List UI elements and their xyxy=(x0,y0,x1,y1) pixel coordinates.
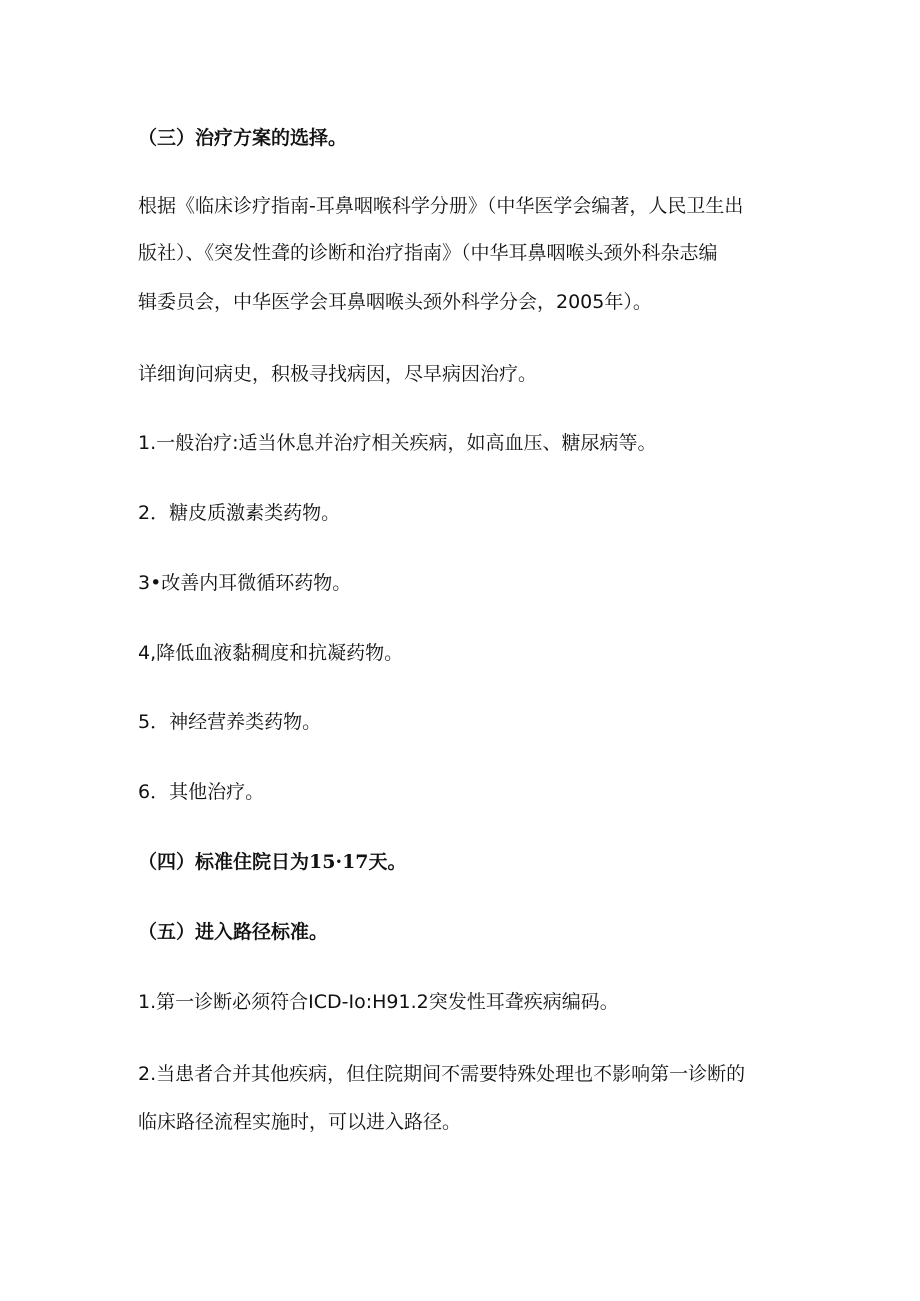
history-paragraph: 详细询问病史，积极寻找病因，尽早病因治疗。 xyxy=(138,363,538,385)
section-5-heading: （五）进入路径标准。 xyxy=(138,921,329,943)
basis-line-2: 版社）、《突发性聋的诊断和治疗指南》（中华耳鼻咽喉头颈外科杂志编 xyxy=(138,242,718,264)
section-4-heading-prefix: （四）标准住院日为 xyxy=(138,851,310,873)
entry-criteria-item-2-line-1: 2.当患者合并其他疾病，但住院期间不需要特殊处理也不影响第一诊断的 xyxy=(138,1063,746,1085)
basis-line-3: 辑委员会，中华医学会耳鼻咽喉头颈外科学分会，2005年）。 xyxy=(138,291,652,313)
treatment-item-4: 4,降低血液黏稠度和抗凝药物。 xyxy=(138,642,404,664)
basis-line-1: 根据《临床诊疗指南-耳鼻咽喉科学分册》（中华医学会编著，人民卫生出 xyxy=(138,195,744,217)
section-4-heading-days: 15·17 xyxy=(309,851,369,873)
section-4-heading-suffix: 天。 xyxy=(368,851,407,873)
entry-criteria-item-2-line-2: 临床路径流程实施时，可以进入路径。 xyxy=(138,1111,462,1133)
treatment-item-2: 2．糖皮质激素类药物。 xyxy=(138,502,341,524)
treatment-item-3: 3•改善内耳微循环药物。 xyxy=(138,572,352,594)
section-3-heading: （三）治疗方案的选择。 xyxy=(138,127,348,149)
section-4-heading xyxy=(138,850,407,874)
treatment-item-5: 5．神经营养类药物。 xyxy=(138,711,322,733)
treatment-item-6: 6．其他治疗。 xyxy=(138,781,265,803)
entry-criteria-item-1: 1.第一诊断必须符合ICD-Io:H91.2突发性耳聋疾病编码。 xyxy=(138,991,619,1013)
treatment-item-1: 1.一般治疗:适当休息并治疗相关疾病，如高血压、糖尿病等。 xyxy=(138,432,657,454)
